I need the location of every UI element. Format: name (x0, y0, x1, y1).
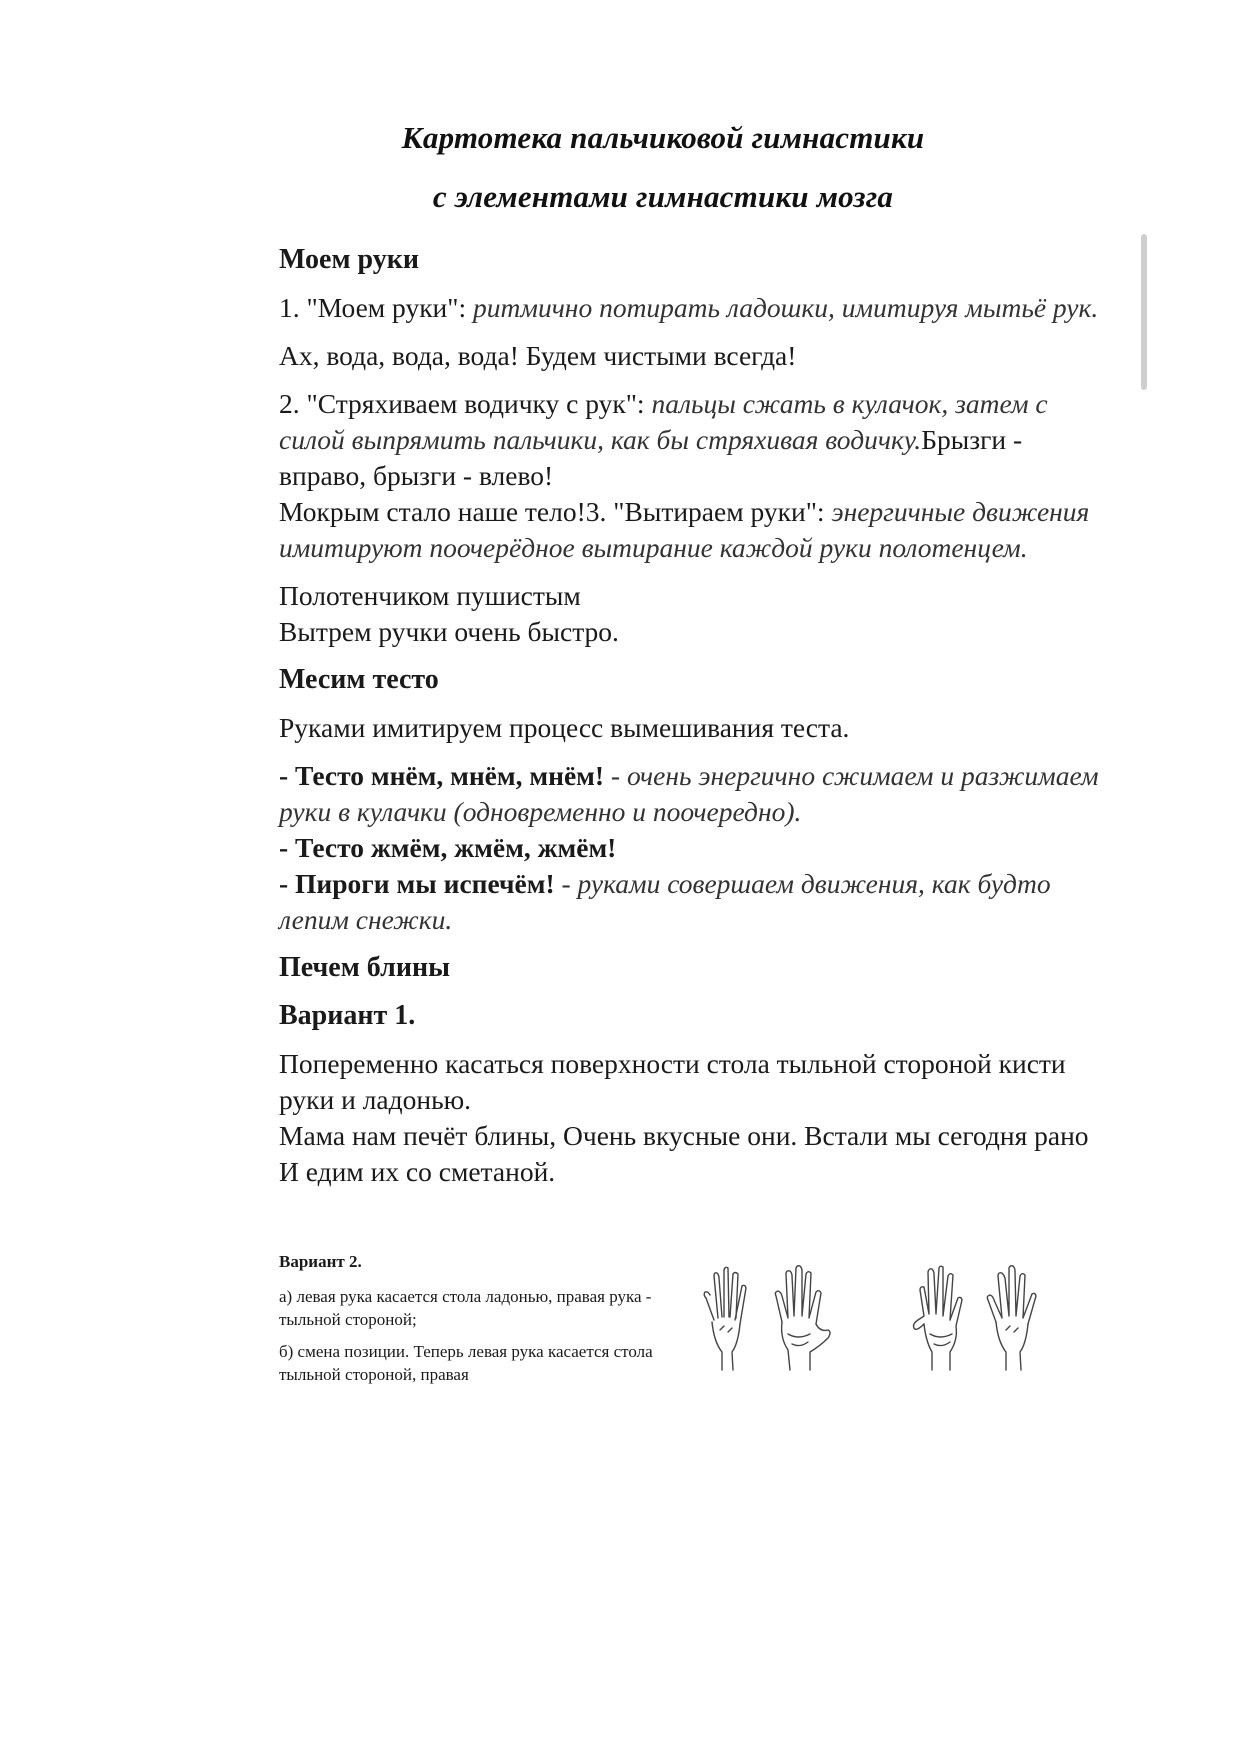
verse-line: Вытрем ручки очень быстро. (279, 616, 619, 647)
paragraph (279, 494, 1099, 566)
exercise-line (279, 866, 1099, 938)
paragraph: б) смена позиции. Теперь левая рука касается стола тыльной стороной, правая (279, 1342, 653, 1384)
variant-2-block (279, 1250, 689, 1395)
verse-line: Полотенчиком пушистым (279, 580, 581, 611)
hand-back-icon (987, 1266, 1036, 1370)
text-bold: - Пироги мы испечём! (279, 868, 555, 899)
hands-illustration (700, 1262, 1060, 1372)
paragraph: а) левая рука касается стола ладонью, правая рука - тыльной стороной; (279, 1287, 652, 1329)
paragraph (279, 386, 1099, 494)
exercise-line (279, 830, 1099, 866)
section-heading-knead-dough: Месим тесто (279, 664, 439, 695)
text-bold: - Тесто мнём, мнём, мнём! (279, 760, 605, 791)
subheading-variant-2: Вариант 2. (279, 1252, 362, 1271)
hand-palm-icon (914, 1266, 963, 1370)
hand-palm-icon (775, 1266, 830, 1370)
document-title-line-2: с элементами гимнастики мозга (432, 179, 894, 214)
scrollbar-thumb[interactable] (1141, 234, 1147, 390)
exercise-line (279, 758, 1099, 830)
text-italic: энергичные движения имитируют поочерёдное вытирание каждой руки полотенцем. (279, 496, 1090, 563)
paragraph: Мама нам печёт блины, Очень вкусные они. Встали мы сегодня рано И едим их со сметаной. (279, 1120, 1089, 1187)
document-title-line-1: Картотека пальчиковой гимнастики (401, 120, 925, 155)
text-plain: 2. "Стряхиваем водичку с рук": (279, 388, 652, 419)
text-bold: - Тесто жмём, жмём, жмём! (279, 832, 617, 863)
text-plain: 1. "Моем руки": (279, 292, 474, 323)
paragraph (279, 290, 1099, 326)
section-heading-pancakes: Печем блины (279, 952, 450, 983)
text-italic: - руками совершаем движения, как будто лепим снежки. (279, 868, 1051, 935)
text-italic: ритмично потирать ладошки, имитируя мытьё рук. (473, 292, 1099, 323)
hand-back-icon (704, 1267, 746, 1370)
text-plain: Мокрым стало наше тело!3. "Вытираем руки": (279, 496, 832, 527)
subheading-variant-1: Вариант 1. (279, 1000, 416, 1031)
text-italic: - очень энергично сжимаем и разжимаем руки в кулачки (одновременно и поочередно). (279, 760, 1099, 827)
paragraph: Ах, вода, вода, вода! Будем чистыми всегда! (279, 340, 797, 371)
paragraph: Попеременно касаться поверхности стола тыльной стороной кисти руки и ладонью. (279, 1048, 1066, 1115)
section-heading-wash-hands: Моем руки (279, 244, 420, 275)
text-plain: Брызги - вправо, брызги - влево! (279, 424, 1023, 491)
paragraph: Руками имитируем процесс вымешивания теста. (279, 712, 850, 743)
main-content (279, 242, 1099, 1190)
text-italic: пальцы сжать в кулачок, затем с силой выпрямить пальчики, как бы стряхивая водичку. (279, 388, 1048, 455)
